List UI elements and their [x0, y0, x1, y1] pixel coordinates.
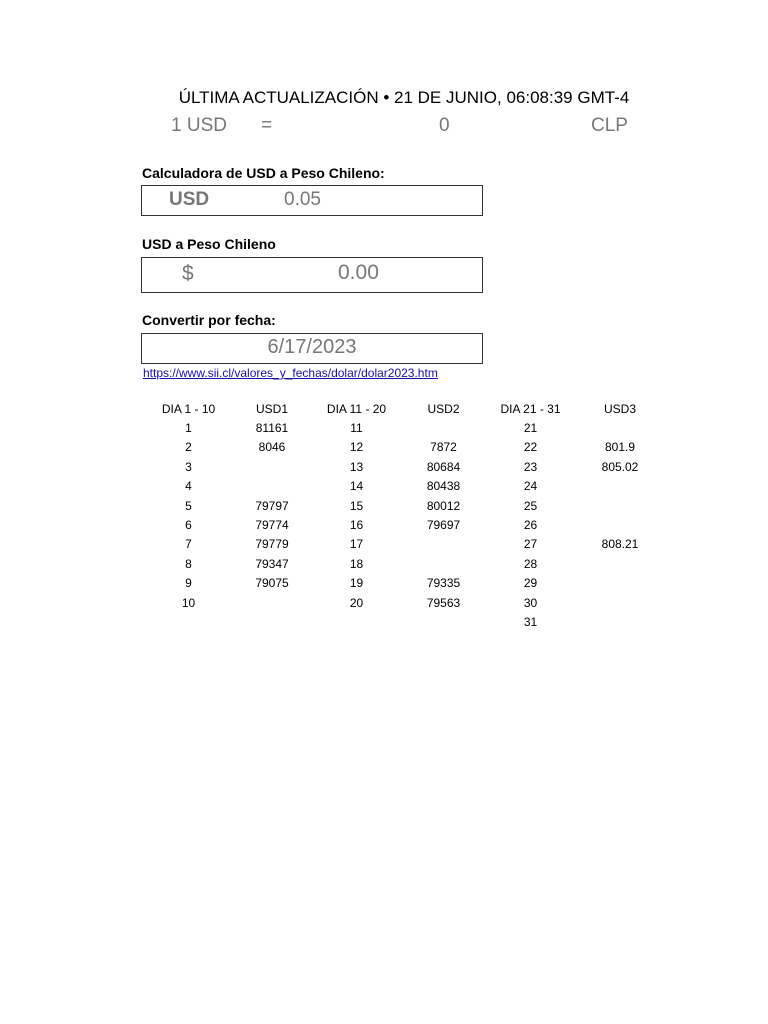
calculator-label: Calculadora de USD a Peso Chileno:: [142, 165, 385, 181]
table-cell: 80012: [426, 498, 461, 513]
table-cell: [227, 612, 317, 631]
table-cell: 11: [350, 421, 363, 436]
table-cell: 79347: [255, 556, 289, 571]
table-cell: 79779: [255, 537, 289, 552]
table-cell: 9: [185, 576, 192, 591]
table-cell: 23: [523, 459, 538, 474]
table-header-row: [150, 399, 670, 418]
usd-amount-field[interactable]: [141, 185, 483, 216]
date-convert-label: Convertir por fecha:: [142, 312, 276, 328]
table-cell: 27: [523, 537, 538, 552]
rate-value: 0: [439, 115, 450, 136]
table-cell: [396, 418, 491, 437]
clp-result-value: 0.00: [338, 261, 379, 284]
table-cell: 6: [185, 518, 192, 533]
table-cell: [570, 593, 670, 612]
table-cell: 80438: [426, 479, 461, 494]
column-header: USD3: [603, 401, 636, 416]
table-cell: 3: [185, 459, 192, 474]
table-cell: [570, 554, 670, 573]
table-cell: 801.9: [604, 440, 636, 455]
table-row: [150, 418, 670, 437]
result-label: USD a Peso Chileno: [142, 236, 276, 252]
table-cell: [570, 515, 670, 534]
table-cell: 30: [523, 595, 538, 610]
column-header: USD1: [255, 401, 288, 416]
table-cell: [317, 612, 396, 631]
table-cell: [570, 418, 670, 437]
column-header: DIA 21 - 31: [500, 401, 561, 416]
table-cell: 1: [185, 421, 192, 436]
table-cell: 20: [349, 595, 364, 610]
rate-base-label: 1 USD: [171, 115, 227, 136]
column-header: DIA 1 - 10: [161, 401, 216, 416]
table-cell: [227, 457, 317, 476]
table-cell: [570, 496, 670, 515]
table-cell: 15: [349, 498, 364, 513]
table-cell: [570, 574, 670, 593]
table-row: [150, 574, 670, 593]
date-value[interactable]: 6/17/2023: [267, 336, 357, 358]
table-cell: 808.21: [601, 537, 639, 552]
table-row: [150, 535, 670, 554]
table-cell: 24: [523, 479, 538, 494]
table-cell: 29: [523, 576, 538, 591]
table-cell: 79335: [426, 576, 461, 591]
table-cell: 21: [523, 421, 538, 436]
table-row: [150, 496, 670, 515]
table-cell: 12: [349, 440, 364, 455]
sii-dolar-link[interactable]: https://www.sii.cl/valores_y_fechas/dolar/dolar2023.htm: [143, 366, 438, 380]
column-header: USD2: [427, 401, 460, 416]
table-cell: [570, 612, 670, 631]
table-cell: 805.02: [601, 459, 639, 474]
exchange-rate-table: [150, 399, 670, 632]
table-cell: 79563: [426, 595, 461, 610]
table-cell: 14: [349, 479, 364, 494]
page-title: ÚLTIMA ACTUALIZACIÓN • 21 DE JUNIO, 06:08:39 GMT-4: [178, 88, 630, 107]
table-cell: [396, 554, 491, 573]
table-cell: 2: [185, 440, 192, 455]
table-cell: 17: [349, 537, 364, 552]
table-cell: 13: [349, 459, 364, 474]
usd-amount-value[interactable]: 0.05: [284, 189, 321, 210]
table-row: [150, 554, 670, 573]
column-header: DIA 11 - 20: [326, 401, 387, 416]
table-cell: [227, 477, 317, 496]
date-field[interactable]: [141, 333, 483, 364]
table-row: [150, 477, 670, 496]
table-cell: 81161: [255, 421, 289, 436]
table-cell: [227, 593, 317, 612]
table-cell: 8: [185, 556, 192, 571]
table-cell: 4: [185, 479, 192, 494]
usd-currency-label: USD: [169, 189, 210, 210]
clp-result-field: [141, 257, 483, 293]
table-cell: 10: [181, 595, 196, 610]
table-cell: [150, 612, 227, 631]
table-cell: 18: [349, 556, 364, 571]
peso-symbol: $: [182, 262, 194, 285]
table-cell: 8046: [258, 440, 286, 455]
table-cell: 28: [523, 556, 538, 571]
table-row: [150, 612, 670, 631]
table-cell: 79774: [255, 518, 289, 533]
table-row: [150, 457, 670, 476]
table-cell: 7872: [430, 440, 457, 455]
table-cell: 22: [523, 440, 538, 455]
table-cell: 31: [523, 614, 538, 629]
table-cell: 5: [185, 498, 192, 513]
rate-equals-sign: =: [261, 115, 273, 136]
table-cell: 79697: [426, 518, 461, 533]
table-cell: 79075: [255, 576, 289, 591]
rate-target-label: CLP: [591, 115, 628, 136]
table-cell: 26: [523, 518, 538, 533]
table-row: [150, 515, 670, 534]
table-cell: [570, 477, 670, 496]
table-row: [150, 438, 670, 457]
table-cell: [396, 612, 491, 631]
table-cell: 16: [349, 518, 364, 533]
table-cell: 19: [349, 576, 364, 591]
table-cell: [396, 535, 491, 554]
table-cell: 79797: [255, 498, 289, 513]
table-row: [150, 593, 670, 612]
table-cell: 25: [523, 498, 538, 513]
table-cell: 80684: [426, 459, 461, 474]
table-cell: 7: [185, 537, 192, 552]
